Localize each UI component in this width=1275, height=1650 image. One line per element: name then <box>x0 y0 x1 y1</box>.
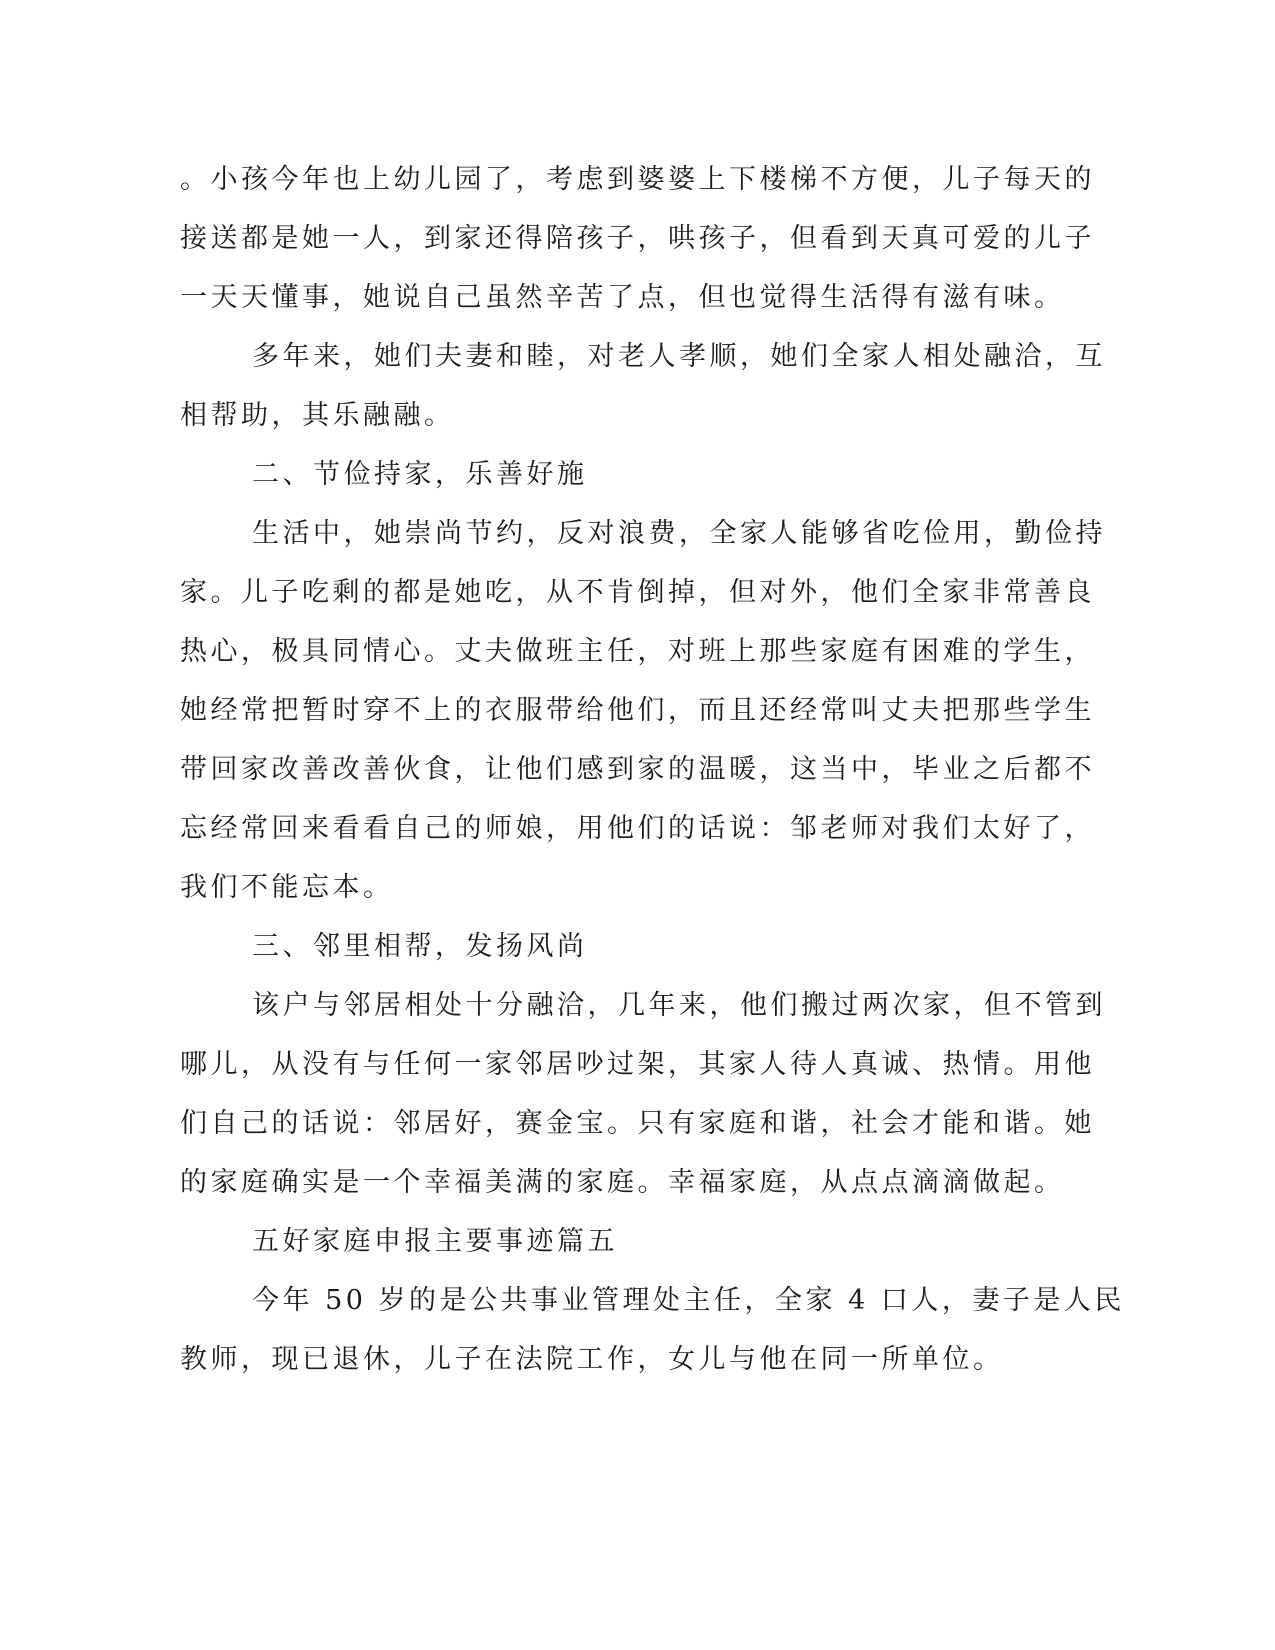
section-heading: 五好家庭申报主要事迹篇五 <box>252 1226 618 1257</box>
paragraph-start-line: 该户与邻居相处十分融洽，几年来，他们搬过两次家，但不管到 <box>252 990 1106 1021</box>
paragraph-start-line: 多年来，她们夫妻和睦，对老人孝顺，她们全家人相处融洽，互 <box>252 341 1106 372</box>
text-line: 忘经常回来看看自己的师娘，用他们的话说：邹老师对我们太好了， <box>180 813 1095 844</box>
document-page <box>180 150 1125 1389</box>
text-line: 的家庭确实是一个幸福美满的家庭。幸福家庭，从点点滴滴做起。 <box>180 1167 1065 1198</box>
text-line: 热心，极具同情心。丈夫做班主任，对班上那些家庭有困难的学生， <box>180 636 1095 667</box>
paragraph-start-line: 生活中，她崇尚节约，反对浪费，全家人能够省吃俭用，勤俭持 <box>252 518 1106 549</box>
text-line: 教师，现已退休，儿子在法院工作，女儿与他在同一所单位。 <box>180 1344 1004 1375</box>
section-heading: 三、邻里相帮，发扬风尚 <box>252 931 588 962</box>
section-heading: 二、节俭持家，乐善好施 <box>252 459 588 490</box>
text-line: 我们不能忘本。 <box>180 872 394 903</box>
text-line: 家。儿子吃剩的都是她吃，从不肯倒掉，但对外，他们全家非常善良 <box>180 577 1095 608</box>
text-line: 。小孩今年也上幼儿园了，考虑到婆婆上下楼梯不方便，儿子每天的 <box>180 164 1095 195</box>
text-line: 接送都是她一人，到家还得陪孩子，哄孩子，但看到天真可爱的儿子 <box>180 223 1095 254</box>
text-line: 一天天懂事，她说自己虽然辛苦了点，但也觉得生活得有滋有味。 <box>180 282 1065 313</box>
text-line: 相帮助，其乐融融。 <box>180 400 455 431</box>
text-line: 哪儿，从没有与任何一家邻居吵过架，其家人待人真诚、热情。用他 <box>180 1049 1095 1080</box>
paragraph-start-line: 今年 50 岁的是公共事业管理处主任，全家 4 口人，妻子是人民 <box>252 1285 1125 1316</box>
text-line: 们自己的话说：邻居好，赛金宝。只有家庭和谐，社会才能和谐。她 <box>180 1108 1095 1139</box>
text-line: 她经常把暂时穿不上的衣服带给他们，而且还经常叫丈夫把那些学生 <box>180 695 1095 726</box>
text-line: 带回家改善改善伙食，让他们感到家的温暖，这当中，毕业之后都不 <box>180 754 1095 785</box>
